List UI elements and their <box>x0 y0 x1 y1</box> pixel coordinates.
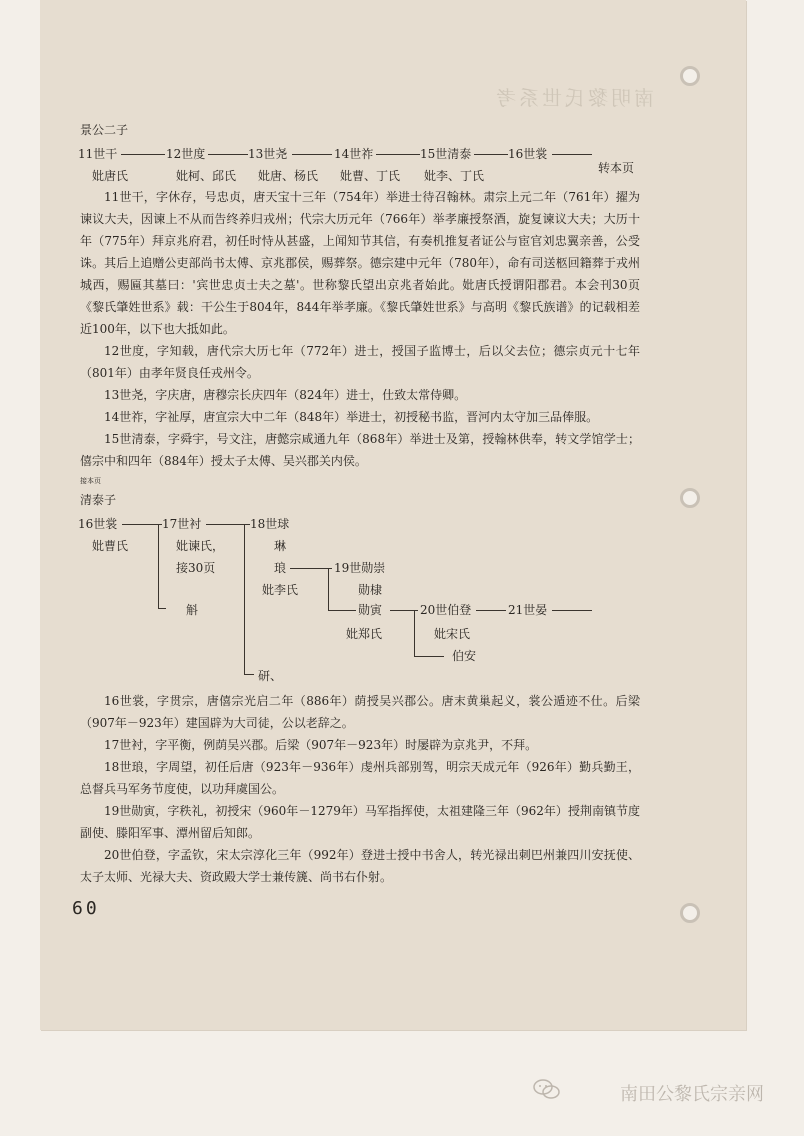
paragraph: 12世度，字知载，唐代宗大历七年（772年）进士，授国子监博士，后以父去位；德宗贞元十七年（801年）由孝年贤良任戎州令。 <box>80 344 640 380</box>
wechat-icon <box>532 1077 562 1101</box>
binder-hole <box>680 903 700 923</box>
binder-hole <box>680 66 700 86</box>
gen-17: 17世衬 <box>162 517 202 531</box>
spouse: 妣曹、丁氏 <box>340 169 401 183</box>
spouse: 妣谏氏， <box>176 539 225 553</box>
gen-15: 15世清泰 <box>420 147 472 161</box>
page-number: 60 <box>72 898 100 919</box>
binder-hole <box>680 488 700 508</box>
gen-16: 16世裳 <box>508 147 548 161</box>
section-heading: 清泰子 <box>80 493 117 507</box>
gen-21: 21世晏 <box>508 603 548 617</box>
paragraph: 15世清泰，字舜宇，号文注，唐懿宗咸通九年（868年）举进士及第，授翰林供奉，转文学馆学士；僖宗中和四年（884年）授太子太傅、吴兴郡关内侯。 <box>80 432 640 468</box>
paragraph: 20世伯登，字孟钦，宋太宗淳化三年（992年）登进士授中书舍人，转光禄出刺巴州兼四川安抚使、太子太师、光禄大夫、资政殿大学士兼传篪、尚书右仆射。 <box>80 848 640 884</box>
gen-18: 18世球 <box>250 517 290 531</box>
sibling: 勋棣 <box>358 583 383 597</box>
gen-13: 13世尧 <box>248 147 288 161</box>
paragraph: 16世裳，字贯宗，唐僖宗光启二年（886年）荫授吴兴郡公。唐末黄巢起义，裳公遁迹不仕。后梁（907年－923年）建国辟为大司徒，公以老辞之。 <box>80 694 640 730</box>
section-heading: 景公二子 <box>80 123 129 137</box>
paragraph: 18世琅，字周望，初任后唐（923年－936年）虔州兵部别驾，明宗天成元年（926年）勤兵勤王，总督兵马军务节度使，以功拜虞国公。 <box>80 760 640 796</box>
gen-14: 14世祚 <box>334 147 374 161</box>
paragraph: 14世祚，字祉厚，唐宣宗大中二年（848年）举进士，初授秘书监，晋河内太守加三品俸服。 <box>104 410 599 424</box>
sibling: 琳 <box>274 539 287 553</box>
gen-12: 12世度 <box>166 147 206 161</box>
paragraph: 19世勋寅，字秩礼，初授宋（960年－1279年）马军指挥使，太祖建隆三年（962年）授荆南镇节度副使、滕阳军事、潭州留后知郎。 <box>80 804 640 840</box>
spouse: 妣宋氏 <box>434 627 471 641</box>
small-note: 接本页 <box>80 477 101 485</box>
spouse: 妣唐、杨氏 <box>258 169 319 183</box>
paragraph: 13世尧，字庆唐，唐穆宗长庆四年（824年）进士，仕致太常侍卿。 <box>104 388 467 402</box>
bleed-through-title: 南明黎氏世系考 <box>493 86 654 110</box>
gen-19: 19世勋崇 <box>334 561 386 575</box>
paragraph: 11世干，字休存，号忠贞，唐天宝十三年（754年）举进士待召翰林。肃宗上元二年（761年）擢为谏议大夫，因谏上不从而告终养归戎州；代宗大历元年（766年）举孝廉授祭酒，旋复谏议大夫；大历十年（775年）拜京兆府君，初任时恃从甚盛，上闻知节其信，有奏机推复者证公与宦官刘忠翼亲善，公受诛。其后上追赠公吏部尚书太傅、京兆郡侯，赐葬祭。德宗建中元年（780年），命有司送柩回籍葬于戎州城西，赐匾其墓曰：'宾世忠贞士夫之墓'。世称黎氏望出京兆者始此。妣唐氏授谓阳郡君。本会刊30页《黎氏肇姓世系》载：干公生于804年，844年举孝廉。《黎氏肇姓世系》与高明《黎氏族谱》的记载相差近100年，以下也大抵如此。 <box>80 190 640 336</box>
gen-11: 11世干 <box>78 147 118 161</box>
gen-16: 16世裳 <box>78 517 118 531</box>
spouse: 妣李、丁氏 <box>424 169 485 183</box>
spouse: 妣李氏 <box>262 583 299 597</box>
spouse: 妣曹氏 <box>92 539 129 553</box>
sibling: 研、 <box>258 669 283 683</box>
note: 接30页 <box>176 561 216 575</box>
spouse: 妣唐氏 <box>92 169 129 183</box>
sibling: 伯安 <box>452 649 477 663</box>
paragraph: 17世衬，字平衡，例荫吴兴郡。后梁（907年－923年）时屡辟为京兆尹，不拜。 <box>104 738 538 752</box>
watermark-text: 南田公黎氏宗亲网 <box>620 1084 764 1105</box>
continue-note: 转本页 <box>598 161 635 175</box>
spouse: 妣郑氏 <box>346 627 383 641</box>
sibling: 斛 <box>186 603 199 617</box>
spouse: 妣柯、邱氏 <box>176 169 237 183</box>
sibling: 勋寅 <box>358 603 383 617</box>
sibling: 琅 <box>274 561 287 575</box>
gen-20: 20世伯登 <box>420 603 472 617</box>
